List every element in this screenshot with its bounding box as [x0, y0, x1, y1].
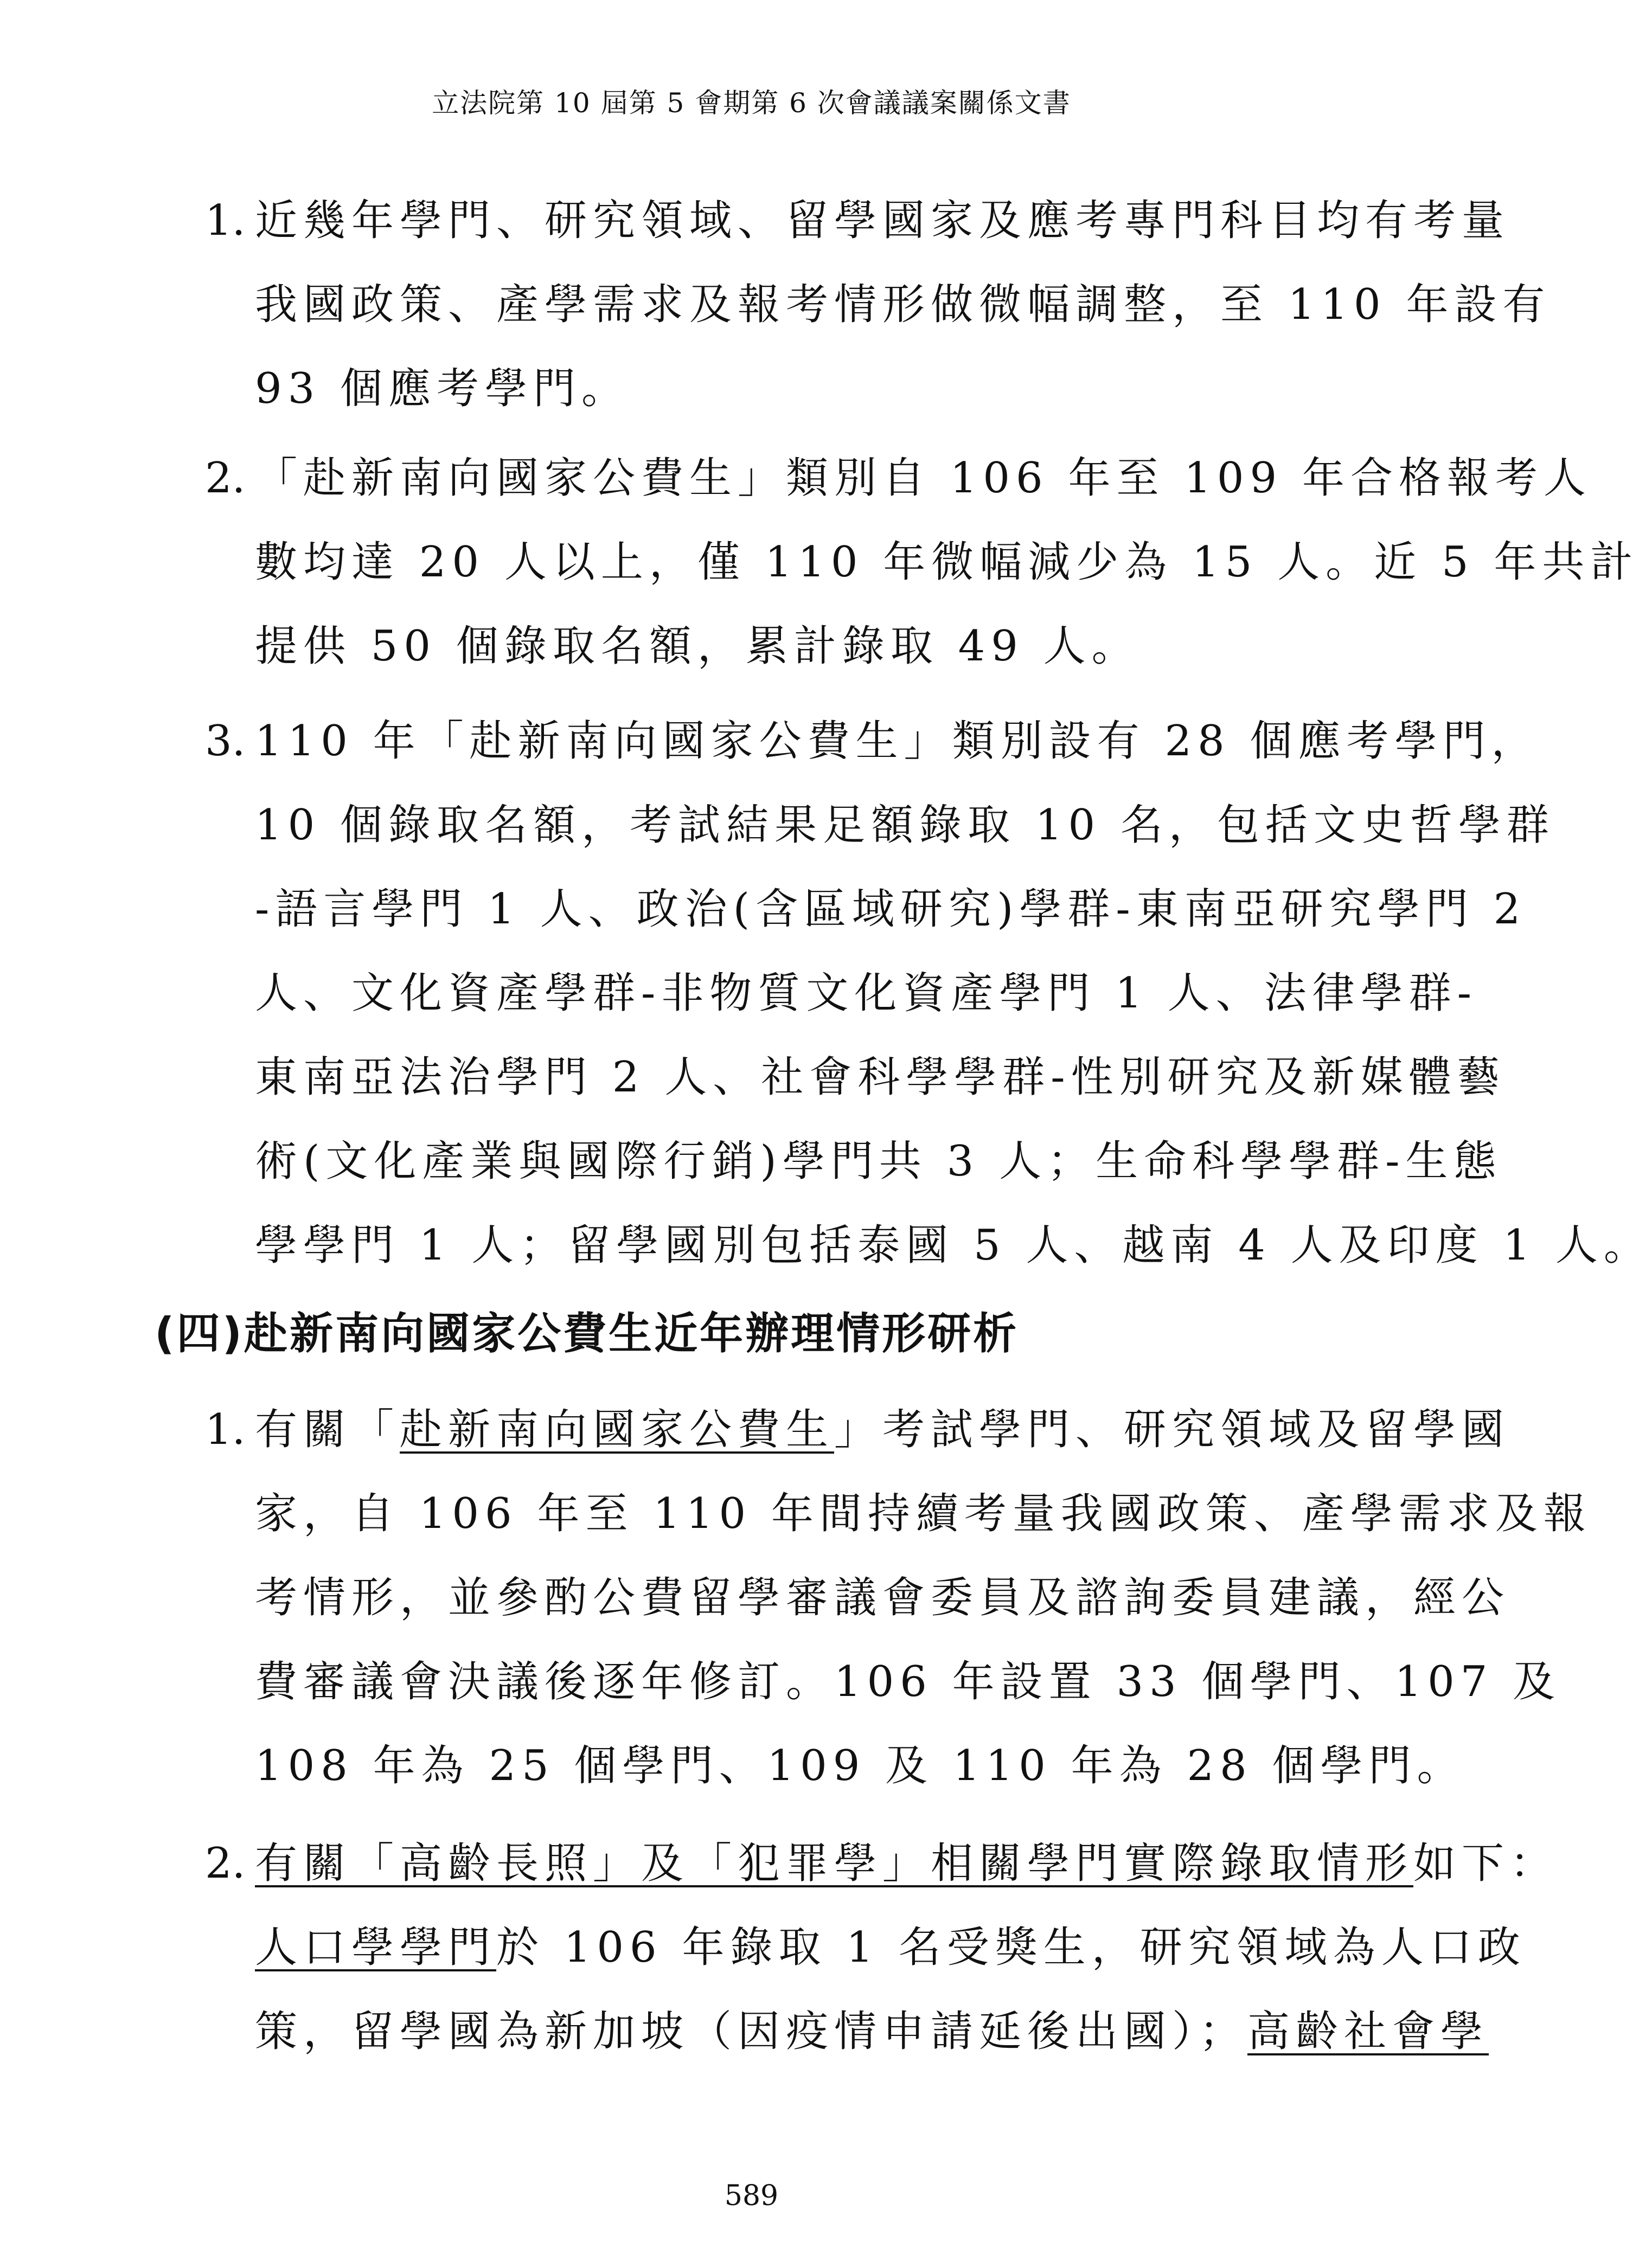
item-line: 我國政策、產學需求及報考情形做微幅調整，至 110 年設有: [255, 280, 1551, 329]
section4-item-2: [205, 1822, 1559, 2074]
item-text: 如下：: [1413, 1839, 1559, 1888]
item-text: 策，留學國為新加坡（因疫情申請延後出國）；: [255, 2007, 1248, 2056]
item-text: 「赴新南向國家公費生」類別自 106 年至 109 年合格報考人: [255, 454, 1592, 503]
page-header: 立法院第 10 屆第 5 會期第 6 次會議議案關係文書: [432, 87, 1071, 119]
page-number: 589: [724, 2180, 779, 2212]
item-number: 2.: [205, 454, 246, 503]
item-line: [205, 1822, 1559, 1906]
item-line: [205, 1990, 1489, 2074]
item-text: 有關「: [255, 1405, 400, 1454]
underlined-text: 有關「高齡長照」及「犯罪學」相關學門實際錄取情形: [255, 1839, 1414, 1888]
item-text: 」考試學門、研究領域及留學國: [834, 1405, 1510, 1454]
item-line: 10 個錄取名額，考試結果足額錄取 10 名，包括文史哲學群: [255, 801, 1555, 850]
item-line: [205, 179, 1510, 263]
section-heading: (四)赴新南向國家公費生近年辦理情形研析: [155, 1308, 1019, 1359]
item-line: 東南亞法治學門 2 人、社會科學學群-性別研究及新媒體藝: [255, 1053, 1506, 1102]
item-number: 1.: [205, 1405, 246, 1454]
item-number: 1.: [205, 196, 246, 245]
item-line: [205, 699, 1540, 783]
item-text: 110 年「赴新南向國家公費生」類別設有 28 個應考學門，: [255, 717, 1540, 766]
item-line: 考情形，並參酌公費留學審議會委員及諮詢委員建議，經公: [255, 1573, 1510, 1622]
section4-item-1: [205, 1388, 1592, 1808]
item-line: 家，自 106 年至 110 年間持續考量我國政策、產學需求及報: [255, 1489, 1592, 1538]
item-number: 2.: [205, 1839, 246, 1888]
list-item-3: [205, 699, 1652, 1288]
item-text: 於 106 年錄取 1 名受獎生，研究領域為人口政: [496, 1923, 1526, 1972]
item-line: -語言學門 1 人、政治(含區域研究)學群-東南亞研究學門 2: [255, 885, 1527, 934]
underlined-text: 人口學學門: [255, 1923, 497, 1972]
item-line: [205, 436, 1592, 521]
item-number: 3.: [205, 717, 246, 766]
underlined-text: 赴新南向國家公費生: [400, 1405, 835, 1454]
item-line: 學學門 1 人；留學國別包括泰國 5 人、越南 4 人及印度 1 人。: [255, 1221, 1652, 1270]
item-line: 108 年為 25 個學門、109 及 110 年為 28 個學門。: [255, 1742, 1465, 1790]
item-line: [205, 1906, 1526, 1990]
item-line: [205, 1388, 1510, 1472]
item-line: 費審議會決議後逐年修訂。106 年設置 33 個學門、107 及: [255, 1657, 1561, 1706]
item-line: 數均達 20 人以上，僅 110 年微幅減少為 15 人。近 5 年共計: [255, 538, 1639, 587]
list-item-1: [205, 179, 1551, 431]
item-line: 人、文化資產學群-非物質文化資產學門 1 人、法律學群-: [255, 969, 1477, 1018]
list-item-2: [205, 436, 1639, 689]
item-line: 提供 50 個錄取名額，累計錄取 49 人。: [255, 622, 1140, 671]
underlined-text: 高齡社會學: [1247, 2007, 1489, 2056]
item-line: 93 個應考學門。: [255, 364, 630, 413]
item-text: 近幾年學門、研究領域、留學國家及應考專門科目均有考量: [255, 196, 1510, 245]
item-line: 術(文化產業與國際行銷)學門共 3 人；生命科學學群-生態: [255, 1137, 1502, 1186]
